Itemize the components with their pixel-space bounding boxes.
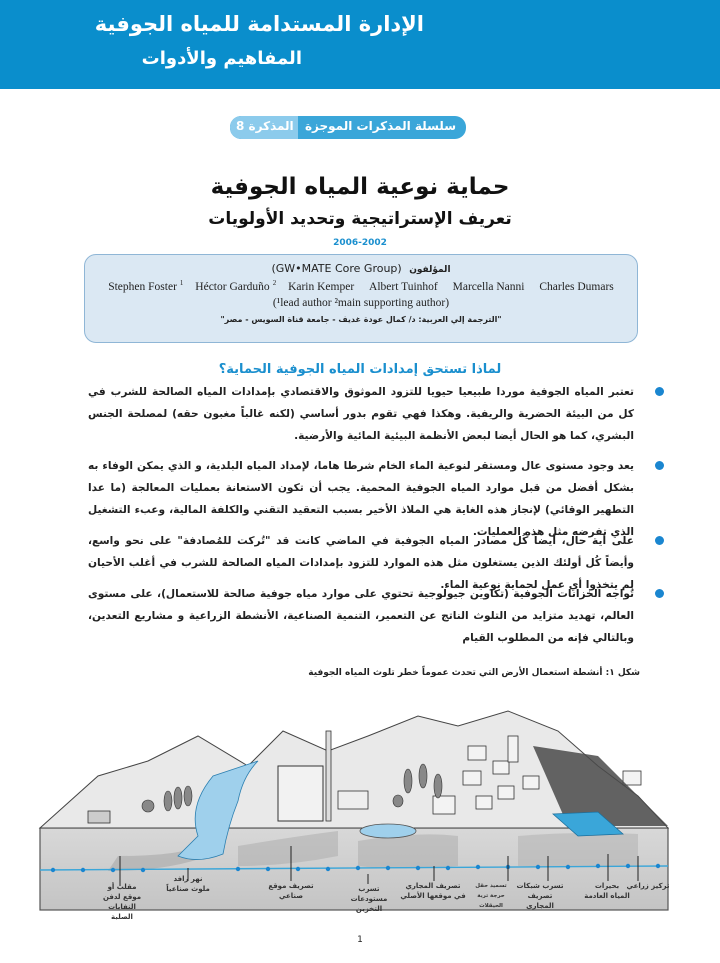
author-name: Stephen Foster $^1$ — [108, 279, 184, 293]
series-badge — [230, 116, 466, 139]
page-number: 1 — [357, 935, 363, 945]
section-heading: لماذا تستحق إمدادات المياه الجوفية الحماية؟ — [218, 362, 502, 377]
figure-label: تصريف المجاري في موقعها الأصلي — [400, 882, 466, 900]
plume-shadow — [358, 834, 458, 868]
authors-group: (GW•MATE Core Group) — [271, 262, 402, 275]
figure-label: تصريف موقع صناعي — [268, 882, 314, 900]
bullet-paragraph: تُواجه الخزانات الجوفية (تكاوين جيولوجية تحتوي على موارد مياه جوفية صالحة للاستعمال)، على مستوى العالم، تهديد متزايد من التلوث الناتج عن التعمير، التنمية الصناعية، الأنشطة الزراعية و مشاريع التعدين، وبالتالي فإنه من المطلوب القيام — [88, 583, 648, 649]
plume-shadow — [518, 833, 638, 867]
bullet-paragraph: على أية حال، أيضاً كُل مصادر المياه الجوفية في الماضي كانت قد "تُركت للمُصادفة" على نحو واسع، وأيضاً كُل أولئك الذين يستغلون مثل هذه الموارد للتزود بإمدادات المياه الصالحة للشرب في أغلب الأحيان لم يتخذوا أي عمل لحماية نوعية الماء. — [88, 530, 648, 596]
translation-credit: "الترجمة إلي العربية: د/ كمال عودة غديف - جامعة قناة السويس - مصر" — [220, 314, 502, 324]
banner-title: الإدارة المستدامة للمياه الجوفية — [94, 12, 424, 36]
dump-truck — [88, 811, 110, 823]
bullet-dot-icon — [655, 589, 664, 598]
document-subtitle: تعريف الإستراتيجية وتحديد الأولويات — [208, 209, 512, 229]
figure-label: تسرب شبكات تصريف المجاري — [516, 882, 564, 910]
factory-chimney — [326, 731, 331, 821]
factory-building — [278, 766, 323, 821]
land-use-illustration — [38, 706, 675, 921]
figure-label: تركيز زراعي — [626, 882, 670, 890]
figure-label: مقلب أو موقع لدفن النفايات الصلبة — [102, 883, 142, 921]
author-name: Marcella Nanni — [452, 280, 525, 293]
bullet-paragraph: يعد وجود مستوى عال ومستقر لنوعية الماء الخام شرطا هاما، لإمداد المياه البلدية، و الذي يمكن الوفاء به بشكل أفضل من قبل موارد المياه الجوفية المحمية. يجب أن تكون الاستعانة بعمليات المعالجة (ما عدا التطهير الوقائي) لإنجاز هذه الغاية هي الملاذ الأخير بسبب التعقيد التقني والكلفة المالية، وعبء التشغيل الذي تفرضه مثل هذه العمليات. — [88, 455, 648, 543]
document-years: 2006-2002 — [333, 238, 387, 248]
bullet-paragraph: تعتبر المياه الجوفية موردا طبيعيا حيويا للتزود الموثوق والاقتصادي بإمدادات المياه الصالحة للشرب في كل من البيئة الحضرية والريفية. وهكذا فهي تقوم بدور أساسي (لكنه غالباً مغبون حقه) لمصلحة الجنس البشري، كما هو الحال أيضا لبعض الأنظمة البيئية المائية والأرضية. — [88, 381, 648, 447]
banner-subtitle: المفاهيم والأدوات — [141, 48, 302, 69]
figure-label: تسميد حقل حرجة تربة الحيقلات — [475, 883, 507, 909]
header-banner — [0, 0, 720, 89]
bullet-dot-icon — [655, 536, 664, 545]
authors-label: المؤلفون — [409, 265, 451, 275]
authors-group-line — [85, 262, 637, 275]
figure-caption: شكل ١: أنشطة استعمال الأرض التي تحدث عموماً خطر تلوث المياه الجوفية — [308, 668, 640, 678]
document-title: حماية نوعية المياه الجوفية — [210, 174, 510, 200]
bullet-dot-icon — [655, 461, 664, 470]
author-name: Albert Tuinhof — [369, 280, 438, 293]
author-name: Karin Kemper — [288, 280, 355, 293]
author-name: Héctor Garduño $^2$ — [195, 279, 277, 293]
authors-box — [84, 254, 638, 343]
series-number: المذكرة 8 — [236, 119, 294, 133]
author-roles: (¹lead author ²main supporting author) — [272, 296, 450, 309]
author-name: Charles Dumars — [539, 280, 614, 293]
figure-label: بحيرات المياه العادمة — [584, 882, 630, 900]
series-name: سلسلة المذكرات الموجزة — [304, 119, 456, 133]
figure-label: نهر رافد ملوث صناعياً — [166, 875, 210, 893]
storage-tank — [360, 824, 416, 838]
warehouse — [338, 791, 368, 809]
bullet-dot-icon — [655, 387, 664, 396]
author-names — [85, 279, 637, 293]
figure-label: تسرب مستودعات التخزين — [350, 885, 388, 913]
